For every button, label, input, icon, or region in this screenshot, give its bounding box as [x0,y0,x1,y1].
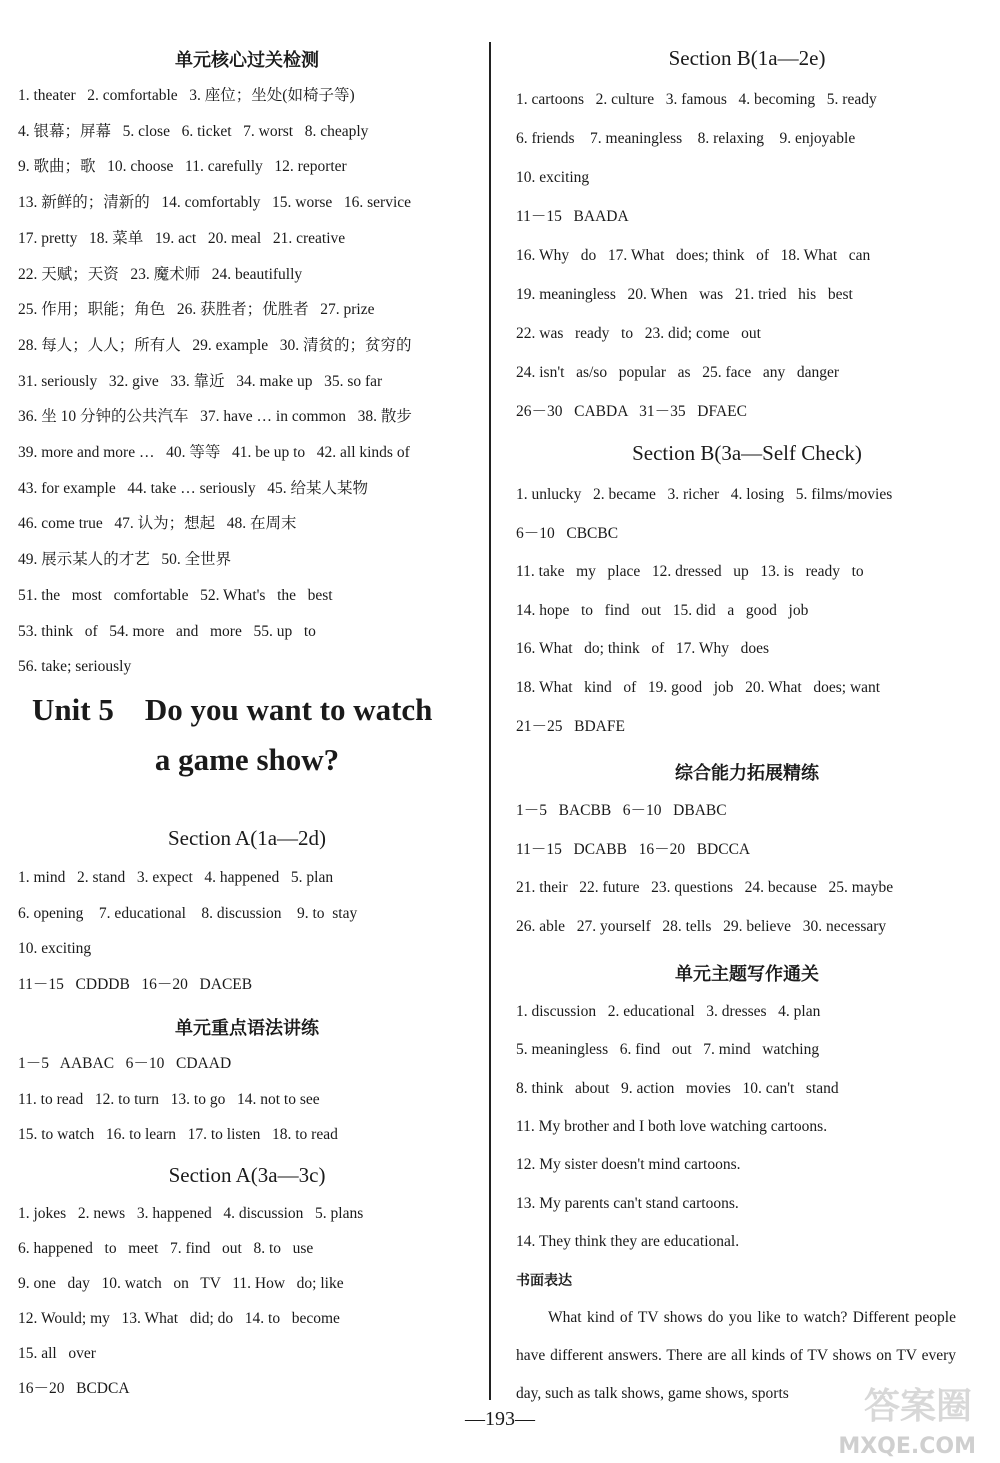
unit-title: Unit 5 Do you want to watch [32,692,433,727]
section-a-1a-2d: Section A(1a—2d) [167,826,327,850]
answer-line: 36. 坐 10 分钟的公共汽车 37. have … in common 38. 散步 [18,408,412,426]
answer-line: 39. more and more … 40. 等等 41. be up to 42. all kinds of [18,444,410,461]
answer-line: 11. take my place 12. dressed up 13. is ready to [516,563,864,581]
watermark-url: MXQE.COM [838,1434,976,1459]
heading-grammar: 单元重点语法讲练 [175,1018,319,1039]
answer-line: 28. 每人；人人；所有人 29. example 30. 清贫的；贫穷的 [18,336,412,354]
answer-line: 51. the most comfortable 52. What's the best [18,586,333,604]
answer-line: 13. My parents can't stand cartoons. [516,1194,739,1212]
unit-subtitle: a game show? [154,742,340,777]
answer-line: 19. meaningless 20. When was 21. tried his best [516,286,853,303]
answer-line: 46. come true 47. 认为；想起 48. 在周末 [18,515,297,533]
answer-line: 18. What kind of 19. good job 20. What does; want [516,679,881,696]
answer-line: 1. mind 2. stand 3. expect 4. happened 5. plan [18,869,334,886]
answer-line: 31. seriously 32. give 33. 靠近 34. make up 35. so far [18,372,383,390]
answer-line: 13. 新鲜的；清新的 14. comfortably 15. worse 16. service [18,194,412,212]
answer-line: 11－15 DCABB 16－20 BDCCA [516,840,751,858]
answer-line: 1－5 AABAC 6－10 CDAAD [18,1055,232,1072]
answer-line: 16. Why do 17. What does; think of 18. What can [516,247,871,264]
section-b-1a-2e: Section B(1a—2e) [668,46,826,70]
column-divider [489,42,491,1400]
answer-line: 9. 歌曲；歌 10. choose 11. carefully 12. reporter [18,158,347,176]
answer-line: 1. unlucky 2. became 3. richer 4. losing 5. films/movies [516,486,893,503]
answer-line: 11. My brother and I both love watching cartoons. [516,1117,828,1135]
answer-line: 17. pretty 18. 菜单 19. act 20. meal 21. creative [18,229,346,247]
answer-line: 25. 作用；职能；角色 26. 获胜者；优胜者 27. prize [18,301,375,319]
answer-line: 6. opening 7. educational 8. discussion 9. to stay [18,904,358,922]
answer-line: 12. Would; my 13. What did; do 14. to become [18,1310,340,1327]
heading-comprehensive: 综合能力拓展精练 [675,763,819,784]
answer-line: 6. friends 7. meaningless 8. relaxing 9. enjoyable [516,130,856,147]
answer-line: 24. isn't as/so popular as 25. face any danger [516,364,840,381]
answer-line: 1. theater 2. comfortable 3. 座位；坐处(如椅子等) [18,87,355,104]
writing-label: 书面表达 [516,1273,572,1289]
watermark-logo: 答案圈 [863,1386,972,1427]
answer-line: 53. think of 54. more and more 55. up to [18,622,316,640]
answer-line: 1. cartoons 2. culture 3. famous 4. becoming 5. ready [516,91,877,108]
answer-line: 12. My sister doesn't mind cartoons. [516,1156,741,1174]
answer-line: 10. exciting [18,940,92,958]
answer-line: 6. happened to meet 7. find out 8. to use [18,1240,314,1257]
answer-line: 15. to watch 16. to learn 17. to listen 18. to read [18,1126,338,1144]
answer-line: 15. all over [18,1345,96,1362]
answer-line: 5. meaningless 6. find out 7. mind watching [516,1041,820,1059]
answer-line: 10. exciting [516,169,590,186]
answer-line: 6－10 CBCBC [516,524,619,542]
heading-unit-check: 单元核心过关检测 [175,50,319,71]
answer-line: 21. their 22. future 23. questions 24. because 25. maybe [516,879,894,897]
answer-line: 21－25 BDAFE [516,717,625,735]
heading-writing: 单元主题写作通关 [675,964,819,985]
answer-line: 11－15 BAADA [516,208,629,225]
writing-paragraph: What kind of TV shows do you like to watch? Different people have different answers. There are all kinds of TV shows on TV every day, such as talk shows, game shows, sports [516,1309,956,1402]
answer-line: 16－20 BCDCA [18,1380,130,1397]
answer-line: 22. was ready to 23. did; come out [516,325,761,342]
answer-line: 49. 展示某人的才艺 50. 全世界 [18,551,232,569]
answer-line: 56. take; seriously [18,658,132,676]
section-b-3a-self-check: Section B(3a—Self Check) [632,441,862,465]
answer-line: 22. 天赋；天资 23. 魔术师 24. beautifully [18,265,303,283]
answer-line: 4. 银幕；屏幕 5. close 6. ticket 7. worst 8. cheaply [18,122,369,140]
answer-line: 11－15 CDDDB 16－20 DACEB [18,976,253,994]
answer-line: 14. They think they are educational. [516,1232,740,1250]
answer-line: 26－30 CABDA 31－35 DFAEC [516,403,747,420]
answer-line: 1－5 BACBB 6－10 DBABC [516,802,727,819]
answer-line: 8. think about 9. action movies 10. can't stand [516,1079,839,1097]
answer-line: 43. for example 44. take … seriously 45. 给某人某物 [18,479,368,497]
answer-line: 9. one day 10. watch on TV 11. How do; like [18,1275,344,1292]
answer-line: 14. hope to find out 15. did a good job [516,601,809,619]
answer-line: 16. What do; think of 17. Why does [516,640,770,658]
section-a-3a-3c: Section A(3a—3c) [168,1163,326,1187]
answer-line: 26. able 27. yourself 28. tells 29. believe 30. necessary [516,917,887,935]
answer-line: 1. discussion 2. educational 3. dresses 4. plan [516,1003,821,1020]
answer-line: 11. to read 12. to turn 13. to go 14. not to see [18,1090,320,1108]
answer-line: 1. jokes 2. news 3. happened 4. discussion 5. plans [18,1205,364,1222]
page-number: —193— [465,1408,535,1430]
